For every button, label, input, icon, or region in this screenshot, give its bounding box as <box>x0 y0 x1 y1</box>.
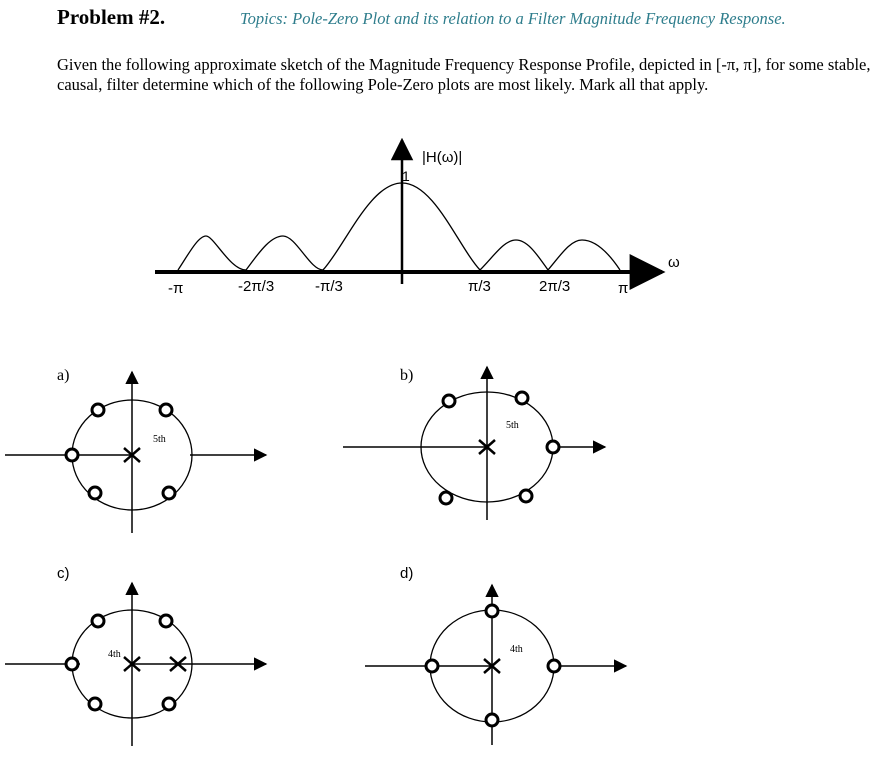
magnitude-response-plot <box>155 140 680 297</box>
magnitude-curve <box>178 183 620 270</box>
option-d-label: d) <box>400 565 414 582</box>
pole-order-label: 5th <box>506 420 519 431</box>
pole-order-label: 5th <box>153 434 166 445</box>
problem-title: Problem #2. <box>57 5 166 29</box>
pole-order-label: 4th <box>510 644 523 655</box>
option-b-label: b) <box>400 367 414 384</box>
zero-markers <box>66 615 175 710</box>
tick-pi: π <box>618 280 629 297</box>
omega-label: ω <box>668 254 680 271</box>
option-b-plot[interactable] <box>343 367 605 520</box>
tick-pi-3: π/3 <box>468 278 491 295</box>
pole-order-label: 4th <box>108 649 121 660</box>
option-a-label: a) <box>57 367 70 384</box>
option-c-label: c) <box>57 565 70 582</box>
tick-2pi-3: 2π/3 <box>539 278 571 295</box>
zero-markers <box>66 404 175 499</box>
tick-neg-pi-3: -π/3 <box>315 278 343 295</box>
peak-value-label: 1 <box>402 168 410 184</box>
option-c-plot[interactable] <box>5 565 266 746</box>
magnitude-label: |H(ω)| <box>422 149 463 166</box>
option-d-plot[interactable] <box>365 565 626 745</box>
tick-neg-pi: -π <box>168 280 184 297</box>
question-text: Given the following approximate sketch of the Magnitude Frequency Response Profile, depicted in [-π, π], for some stable, causal, filter determine which of the following Pole-Zero plots are most likely. Mark all that apply. <box>57 55 871 94</box>
topics-line: Topics: Pole-Zero Plot and its relation to a Filter Magnitude Frequency Response. <box>240 9 786 28</box>
option-a-plot[interactable] <box>5 367 266 533</box>
tick-neg-2pi-3: -2π/3 <box>238 278 275 295</box>
